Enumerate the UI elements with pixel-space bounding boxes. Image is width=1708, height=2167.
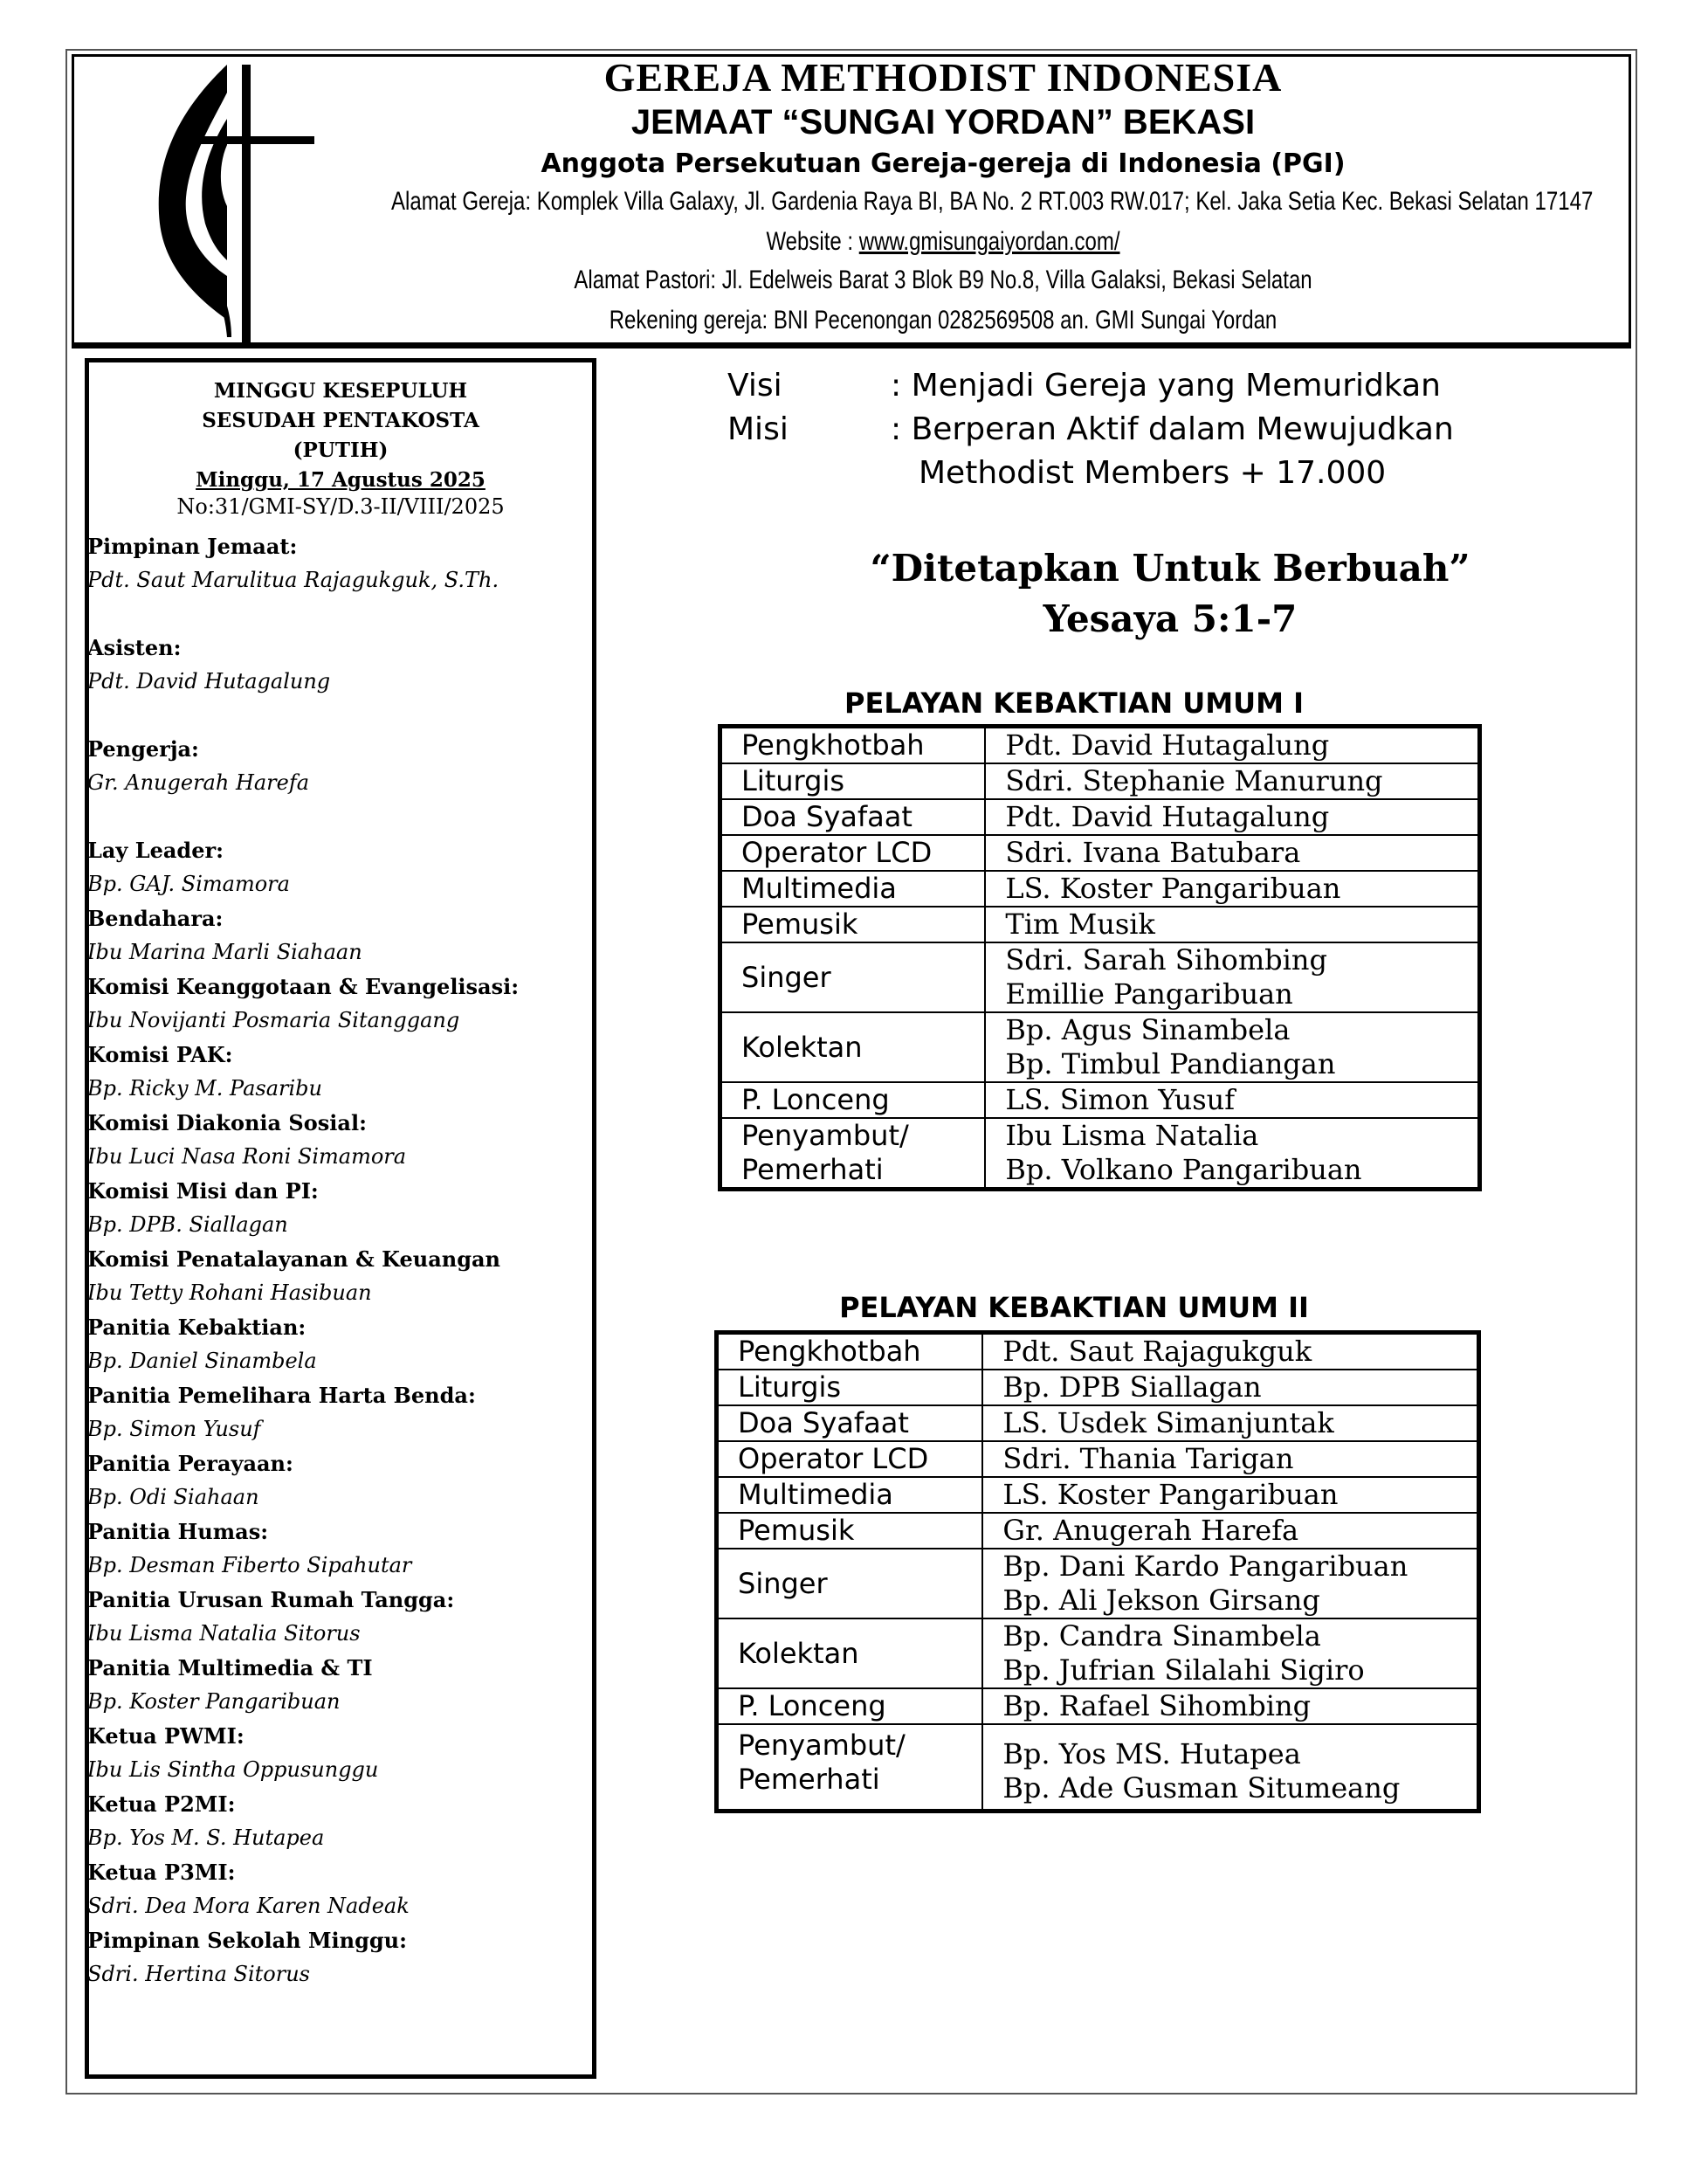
name-cell <box>982 1370 1478 1405</box>
table-row <box>717 1477 1479 1513</box>
leader-name: Bp. Desman Fiberto Sipahutar <box>87 1553 412 1577</box>
leader-entry <box>87 1378 594 1446</box>
servant-name: Sdri. Sarah Sihombing <box>1005 943 1327 977</box>
role-cell <box>717 1724 983 1812</box>
role-cell: Doa Syafaat <box>720 799 986 835</box>
servant-name: Tim Musik <box>1005 908 1155 941</box>
servant-name: Pdt. David Hutagalung <box>1005 800 1330 833</box>
bank-account: Rekening gereja: BNI Pecenongan 0282569508 an. GMI Sungai Yordan <box>609 306 1278 335</box>
leader-name: Ibu Luci Nasa Roni Simamora <box>87 1144 407 1169</box>
servant-name: Sdri. Ivana Batubara <box>1005 836 1301 869</box>
service-2-table <box>714 1330 1481 1813</box>
leader-entry <box>87 1787 594 1855</box>
leader-role: Komisi Keanggotaan & Evangelisasi: <box>87 974 520 999</box>
leader-role: Bendahara: <box>87 906 224 931</box>
church-name: GEREJA METHODIST INDONESIA <box>603 55 1283 100</box>
servant-name: Bp. DPB Siallagan <box>1002 1370 1262 1404</box>
name-cell <box>982 1618 1478 1688</box>
leader-name: Gr. Anugerah Harefa <box>87 770 310 795</box>
service-1-title: PELAYAN KEBAKTIAN UMUM I <box>844 687 1304 720</box>
leader-role: Ketua P2MI: <box>87 1791 236 1817</box>
week-title: MINGGU KESEPULUH <box>213 379 468 403</box>
servant-name: Bp. Timbul Pandiangan <box>1005 1047 1336 1080</box>
role-line: Penyambut/ <box>741 1119 909 1152</box>
leader-role: Panitia Humas: <box>87 1519 269 1544</box>
leader-entry <box>87 631 594 699</box>
table-row <box>717 1688 1479 1724</box>
name-cell <box>982 1724 1478 1812</box>
website-link[interactable]: www.gmisungaiyordan.com/ <box>858 227 1120 256</box>
name-cell <box>982 1688 1478 1724</box>
sermon-reference: Yesaya 5:1-7 <box>1043 597 1298 640</box>
website-label: Website : <box>766 227 859 256</box>
name-cell <box>982 1333 1478 1370</box>
table-row <box>720 907 1480 942</box>
service-1-table <box>718 724 1482 1191</box>
name-cell <box>985 1012 1479 1082</box>
leader-name: Pdt. David Hutagalung <box>87 669 331 694</box>
congregation-name: JEMAAT “SUNGAI YORDAN” BEKASI <box>630 103 1256 141</box>
servant-name: LS. Koster Pangaribuan <box>1002 1478 1339 1511</box>
servant-name: LS. Koster Pangaribuan <box>1005 872 1341 905</box>
leader-role: Panitia Kebaktian: <box>87 1315 306 1340</box>
servant-name: Sdri. Stephanie Manurung <box>1005 764 1383 797</box>
leader-entry <box>87 901 594 970</box>
servant-name: LS. Usdek Simanjuntak <box>1002 1406 1334 1439</box>
table-row <box>717 1333 1479 1370</box>
name-cell <box>982 1441 1478 1477</box>
table-row <box>720 1118 1480 1190</box>
mission-text: : Berperan Aktif dalam Mewujudkan <box>891 411 1454 447</box>
leader-name: Bp. Odi Siahaan <box>87 1485 259 1509</box>
leader-entry <box>87 1515 594 1583</box>
sermon-title: “Ditetapkan Untuk Berbuah” <box>870 547 1470 590</box>
leader-name: Bp. DPB. Siallagan <box>87 1212 288 1237</box>
service-date: Minggu, 17 Agustus 2025 <box>196 468 486 492</box>
leader-entry <box>87 1651 594 1719</box>
name-cell <box>985 871 1479 907</box>
leader-name: Ibu Novijanti Posmaria Sitanggang <box>87 1008 460 1032</box>
leader-name: Ibu Lis Sintha Oppusunggu <box>87 1757 379 1782</box>
role-cell: Pemusik <box>717 1513 983 1549</box>
leader-entry <box>87 732 594 800</box>
leader-entry <box>87 1174 594 1242</box>
servant-name: Pdt. Saut Rajagukguk <box>1002 1335 1312 1368</box>
servant-name: Bp. Agus Sinambela <box>1005 1013 1291 1046</box>
leader-name: Bp. Simon Yusuf <box>87 1417 261 1441</box>
name-cell <box>985 727 1479 764</box>
leader-entry <box>87 970 594 1038</box>
church-address: Alamat Gereja: Komplek Villa Galaxy, Jl. Gardenia Raya BI, BA No. 2 RT.003 RW.017; Kel. Jaka Setia Kec. Bekasi Selatan 17147 <box>391 187 1594 216</box>
week-subtitle: SESUDAH PENTAKOSTA <box>202 409 479 432</box>
role-cell: P. Lonceng <box>720 1082 986 1118</box>
leader-role: Komisi Penatalayanan & Keuangan <box>87 1246 500 1272</box>
leader-role: Asisten: <box>87 635 182 660</box>
role-cell: Operator LCD <box>720 835 986 871</box>
table-row <box>720 799 1480 835</box>
table-row <box>717 1513 1479 1549</box>
name-cell <box>985 1082 1479 1118</box>
role-cell: Multimedia <box>717 1477 983 1513</box>
role-line: Penyambut/ <box>738 1729 906 1762</box>
leader-role: Pimpinan Jemaat: <box>87 534 298 559</box>
servant-name: Ibu Lisma Natalia <box>1005 1119 1259 1152</box>
name-cell <box>985 1118 1479 1190</box>
leader-name: Sdri. Dea Mora Karen Nadeak <box>87 1894 410 1918</box>
leader-entry <box>87 1719 594 1787</box>
name-cell <box>982 1405 1478 1441</box>
servant-name: Bp. Ali Jekson Girsang <box>1002 1584 1320 1617</box>
liturgical-color: (PUTIH) <box>293 438 389 462</box>
cross-and-flame-logo-icon <box>144 58 319 346</box>
table-row <box>720 1012 1480 1082</box>
role-cell: Pengkhotbah <box>720 727 986 764</box>
website-line <box>391 227 1495 257</box>
vision-label: Visi <box>727 368 782 404</box>
leader-name: Sdri. Hertina Sitorus <box>87 1962 310 1986</box>
servant-name: Gr. Anugerah Harefa <box>1002 1514 1299 1547</box>
parsonage-address: Alamat Pastori: Jl. Edelweis Barat 3 Blok B9 No.8, Villa Galaksi, Bekasi Selatan <box>574 266 1312 294</box>
leader-role: Komisi Diakonia Sosial: <box>87 1110 367 1135</box>
leader-entry <box>87 1242 594 1310</box>
leader-name: Ibu Tetty Rohani Hasibuan <box>87 1280 372 1305</box>
table-row <box>717 1370 1479 1405</box>
leader-name: Bp. Ricky M. Pasaribu <box>87 1076 322 1101</box>
leader-role: Panitia Perayaan: <box>87 1451 293 1476</box>
leader-entry <box>87 1923 594 1991</box>
service-2-title: PELAYAN KEBAKTIAN UMUM II <box>839 1291 1309 1324</box>
leader-role: Pimpinan Sekolah Minggu: <box>87 1928 407 1953</box>
leader-role: Komisi PAK: <box>87 1042 233 1067</box>
leader-entry <box>87 1855 594 1923</box>
leader-entry <box>87 1446 594 1515</box>
leader-name: Ibu Lisma Natalia Sitorus <box>87 1621 361 1646</box>
leader-name: Pdt. Saut Marulitua Rajagukguk, S.Th. <box>87 568 499 592</box>
servant-name: Pdt. David Hutagalung <box>1005 728 1330 762</box>
leader-name: Ibu Marina Marli Siahaan <box>87 940 362 964</box>
table-row <box>717 1441 1479 1477</box>
leader-role: Komisi Misi dan PI: <box>87 1178 319 1204</box>
servant-name: Bp. Rafael Sihombing <box>1002 1689 1312 1722</box>
table-row <box>720 942 1480 1012</box>
leader-entry <box>87 1310 594 1378</box>
servant-name: Emillie Pangaribuan <box>1005 977 1293 1011</box>
servant-name: Bp. Dani Kardo Pangaribuan <box>1002 1549 1408 1583</box>
role-cell: Pengkhotbah <box>717 1333 983 1370</box>
servant-name: Bp. Ade Gusman Situmeang <box>1002 1771 1401 1805</box>
name-cell <box>982 1549 1478 1618</box>
leader-role: Panitia Urusan Rumah Tangga: <box>87 1587 455 1612</box>
table-row <box>717 1405 1479 1441</box>
servant-name: Bp. Volkano Pangaribuan <box>1005 1153 1362 1186</box>
leader-name: Bp. Daniel Sinambela <box>87 1349 317 1373</box>
role-cell: Singer <box>717 1549 983 1618</box>
leader-role: Ketua P3MI: <box>87 1860 236 1885</box>
servant-name: Bp. Jufrian Silalahi Sigiro <box>1002 1653 1365 1687</box>
name-cell <box>985 907 1479 942</box>
role-cell: Doa Syafaat <box>717 1405 983 1441</box>
table-row <box>717 1724 1479 1812</box>
leader-entry <box>87 1106 594 1174</box>
leader-role: Panitia Pemelihara Harta Benda: <box>87 1383 476 1408</box>
leader-name: Bp. Koster Pangaribuan <box>87 1689 341 1714</box>
name-cell <box>985 799 1479 835</box>
role-line: Pemerhati <box>738 1763 880 1796</box>
name-cell <box>982 1477 1478 1513</box>
leader-entry <box>87 833 594 901</box>
table-row <box>720 1082 1480 1118</box>
servant-name: Sdri. Thania Tarigan <box>1002 1442 1294 1475</box>
leader-name: Bp. Yos M. S. Hutapea <box>87 1825 325 1850</box>
bulletin-number: No:31/GMI-SY/D.3-II/VIII/2025 <box>176 494 505 519</box>
name-cell <box>982 1513 1478 1549</box>
servant-name: LS. Simon Yusuf <box>1005 1083 1236 1116</box>
name-cell <box>985 942 1479 1012</box>
role-cell <box>720 1118 986 1190</box>
role-cell: Singer <box>720 942 986 1012</box>
mission-text-continued: Methodist Members + 17.000 <box>919 455 1387 491</box>
vision-text: : Menjadi Gereja yang Memuridkan <box>891 368 1441 404</box>
table-row <box>717 1618 1479 1688</box>
name-cell <box>985 835 1479 871</box>
leadership-list <box>87 529 594 1991</box>
table-row <box>720 727 1480 764</box>
leader-entry <box>87 1583 594 1651</box>
leader-name: Bp. GAJ. Simamora <box>87 872 290 896</box>
pgi-membership: Anggota Persekutuan Gereja-gereja di Indonesia (PGI) <box>541 148 1346 179</box>
role-cell: Kolektan <box>720 1012 986 1082</box>
leader-entry <box>87 1038 594 1106</box>
role-cell: Multimedia <box>720 871 986 907</box>
leader-role: Lay Leader: <box>87 838 224 863</box>
servant-name: Bp. Yos MS. Hutapea <box>1002 1737 1301 1770</box>
table-row <box>720 835 1480 871</box>
mission-label: Misi <box>727 411 789 447</box>
role-cell: Operator LCD <box>717 1441 983 1477</box>
role-cell: Kolektan <box>717 1618 983 1688</box>
role-cell: P. Lonceng <box>717 1688 983 1724</box>
leader-role: Ketua PWMI: <box>87 1723 244 1749</box>
role-cell: Liturgis <box>717 1370 983 1405</box>
role-line: Pemerhati <box>741 1153 884 1186</box>
leader-role: Pengerja: <box>87 736 199 762</box>
table-row <box>720 763 1480 799</box>
role-cell: Pemusik <box>720 907 986 942</box>
leader-entry <box>87 529 594 597</box>
table-row <box>720 871 1480 907</box>
table-row <box>717 1549 1479 1618</box>
servant-name: Bp. Candra Sinambela <box>1002 1619 1321 1653</box>
leader-role: Panitia Multimedia & TI <box>87 1655 373 1680</box>
role-cell: Liturgis <box>720 763 986 799</box>
name-cell <box>985 763 1479 799</box>
